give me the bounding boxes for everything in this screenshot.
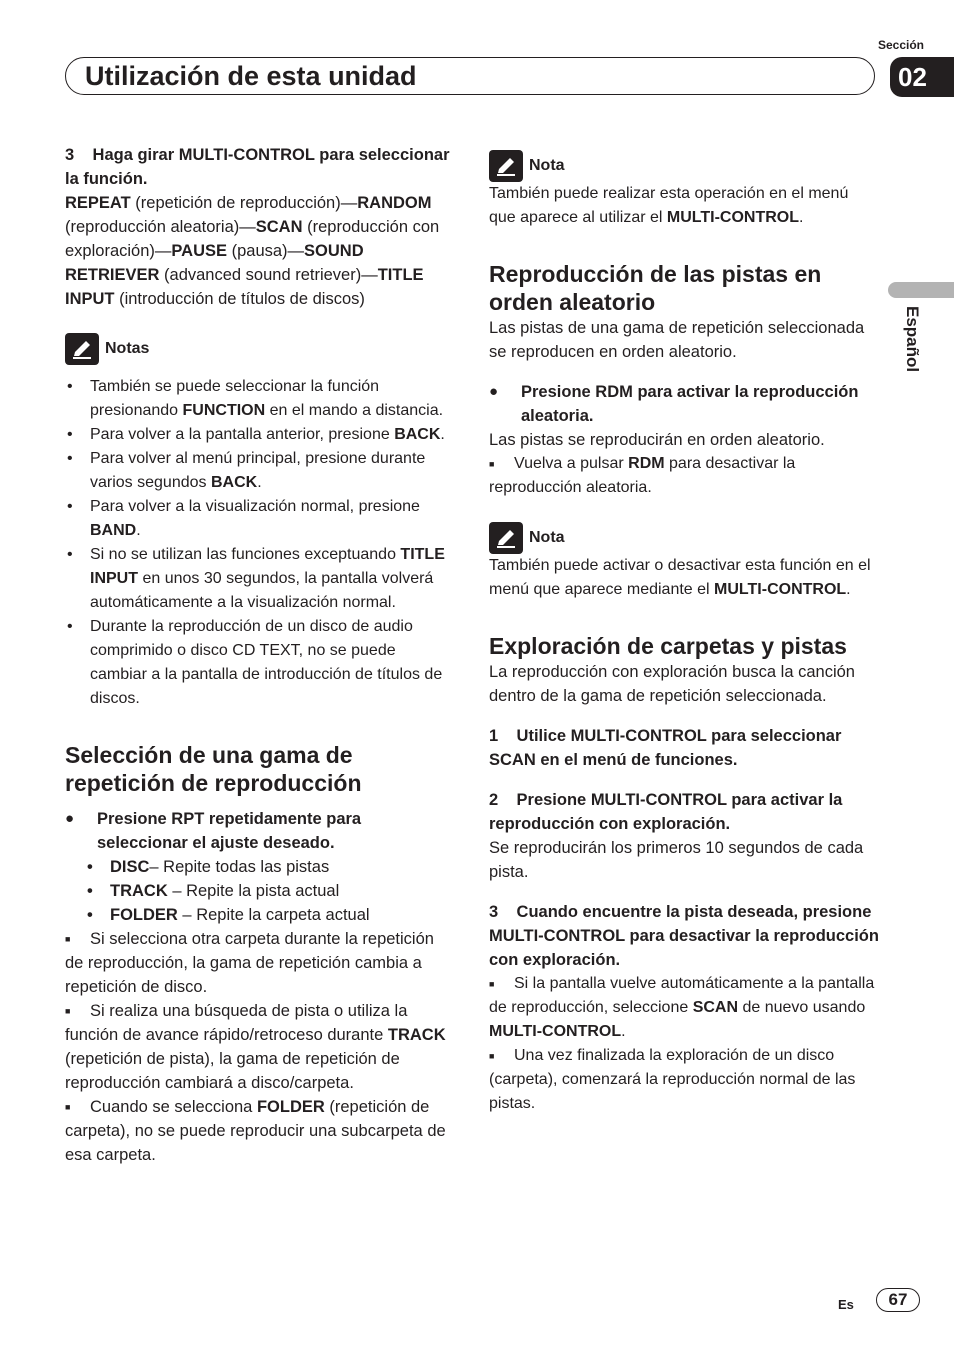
rdm-instruction: ● Presione RDM para activar la reproducción aleatoria.	[489, 380, 879, 428]
pencil-note-icon	[489, 522, 523, 554]
rdm-result: Las pistas se reproducirán en orden aleatorio.	[489, 431, 825, 449]
scan-heading: Exploración de carpetas y pistas	[489, 633, 847, 659]
scan-step-2: 2 Presione MULTI-CONTROL para activar la reproducción con exploración.	[489, 791, 843, 833]
note-text: También puede realizar esta operación en el menú que aparece al utilizar el MULTI-CONTROL.	[489, 185, 849, 226]
remark-item: ■ Cuando se selecciona FOLDER (repetición de carpeta), no se puede reproducir una subcarpeta de esa carpeta.	[65, 1095, 455, 1167]
pencil-note-icon	[489, 150, 523, 182]
repeat-range-heading: Selección de una gama de repetición de reproducción	[65, 742, 362, 796]
note-item: • Durante la reproducción de un disco de audio comprimido o disco CD TEXT, no se puede cambiar a la pantalla de introducción de títulos de discos.	[65, 615, 455, 711]
scan-step-1: 1 Utilice MULTI-CONTROL para seleccionar SCAN en el menú de funciones.	[489, 727, 842, 769]
note-heading: Nota	[489, 150, 879, 182]
section-number-tab: 02	[890, 57, 954, 97]
notes-heading: Notas	[65, 333, 455, 365]
remark-item: ■ Vuelva a pulsar RDM para desactivar la reproducción aleatoria.	[489, 452, 879, 500]
scan-intro: La reproducción con exploración busca la canción dentro de la gama de repetición seleccionada.	[489, 663, 855, 705]
note-item: • Para volver a la visualización normal, presione BAND.	[65, 495, 455, 543]
function-list: REPEAT (repetición de reproducción)—RANDOM (reproducción aleatoria)—SCAN (reproducción con exploración)—PAUSE (pausa)—SOUND RETRIEVER (advanced sound retriever)—TITLE INPUT (introducción de títulos de discos)	[65, 194, 440, 308]
repeat-option-track: • TRACK – Repite la pista actual	[65, 879, 455, 903]
rpt-instruction: ● Presione RPT repetidamente para seleccionar el ajuste deseado.	[65, 807, 455, 855]
repeat-option-disc: • DISC– Repite todas las pistas	[65, 855, 455, 879]
section-label: Sección	[877, 38, 925, 52]
language-label: Español	[903, 306, 922, 373]
remark-item: ■ Si la pantalla vuelve automáticamente a la pantalla de reproducción, seleccione SCAN de nuevo usando MULTI-CONTROL.	[489, 972, 879, 1044]
random-heading: Reproducción de las pistas en orden aleatorio	[489, 261, 822, 315]
step-3: 3 Haga girar MULTI-CONTROL para seleccionar la función.	[65, 146, 450, 188]
left-column	[65, 143, 455, 1167]
scan-step-3: 3 Cuando encuentre la pista deseada, presione MULTI-CONTROL para desactivar la reproducción con exploración.	[489, 903, 879, 969]
pencil-note-icon	[65, 333, 99, 365]
random-intro: Las pistas de una gama de repetición seleccionada se reproducen en orden aleatorio.	[489, 319, 865, 361]
note-text: También puede activar o desactivar esta función en el menú que aparece mediante el MULTI-CONTROL.	[489, 557, 871, 598]
right-column	[489, 150, 879, 1116]
note-item: • Para volver a la pantalla anterior, presione BACK.	[65, 423, 455, 447]
language-tab-bar	[888, 282, 954, 298]
footer-language-code: Es	[838, 1297, 854, 1312]
note-item: • Si no se utilizan las funciones exceptuando TITLE INPUT en unos 30 segundos, la pantalla volverá automáticamente a la visualización normal.	[65, 543, 455, 615]
page-number: 67	[876, 1288, 920, 1312]
remark-item: ■ Si selecciona otra carpeta durante la repetición de reproducción, la gama de repetición cambia a repetición de disco.	[65, 927, 455, 999]
note-item: • También se puede seleccionar la función presionando FUNCTION en el mando a distancia.	[65, 375, 455, 423]
remark-item: ■ Si realiza una búsqueda de pista o utiliza la función de avance rápido/retroceso durante TRACK (repetición de pista), la gama de repetición de reproducción cambiará a disco/carpeta.	[65, 999, 455, 1095]
note-heading: Nota	[489, 522, 879, 554]
scan-step-2-result: Se reproducirán los primeros 10 segundos de cada pista.	[489, 839, 864, 881]
repeat-option-folder: • FOLDER – Repite la carpeta actual	[65, 903, 455, 927]
note-item: • Para volver al menú principal, presione durante varios segundos BACK.	[65, 447, 455, 495]
page-title: Utilización de esta unidad	[85, 61, 417, 91]
remark-item: ■ Una vez finalizada la exploración de un disco (carpeta), comenzará la reproducción normal de las pistas.	[489, 1044, 879, 1116]
